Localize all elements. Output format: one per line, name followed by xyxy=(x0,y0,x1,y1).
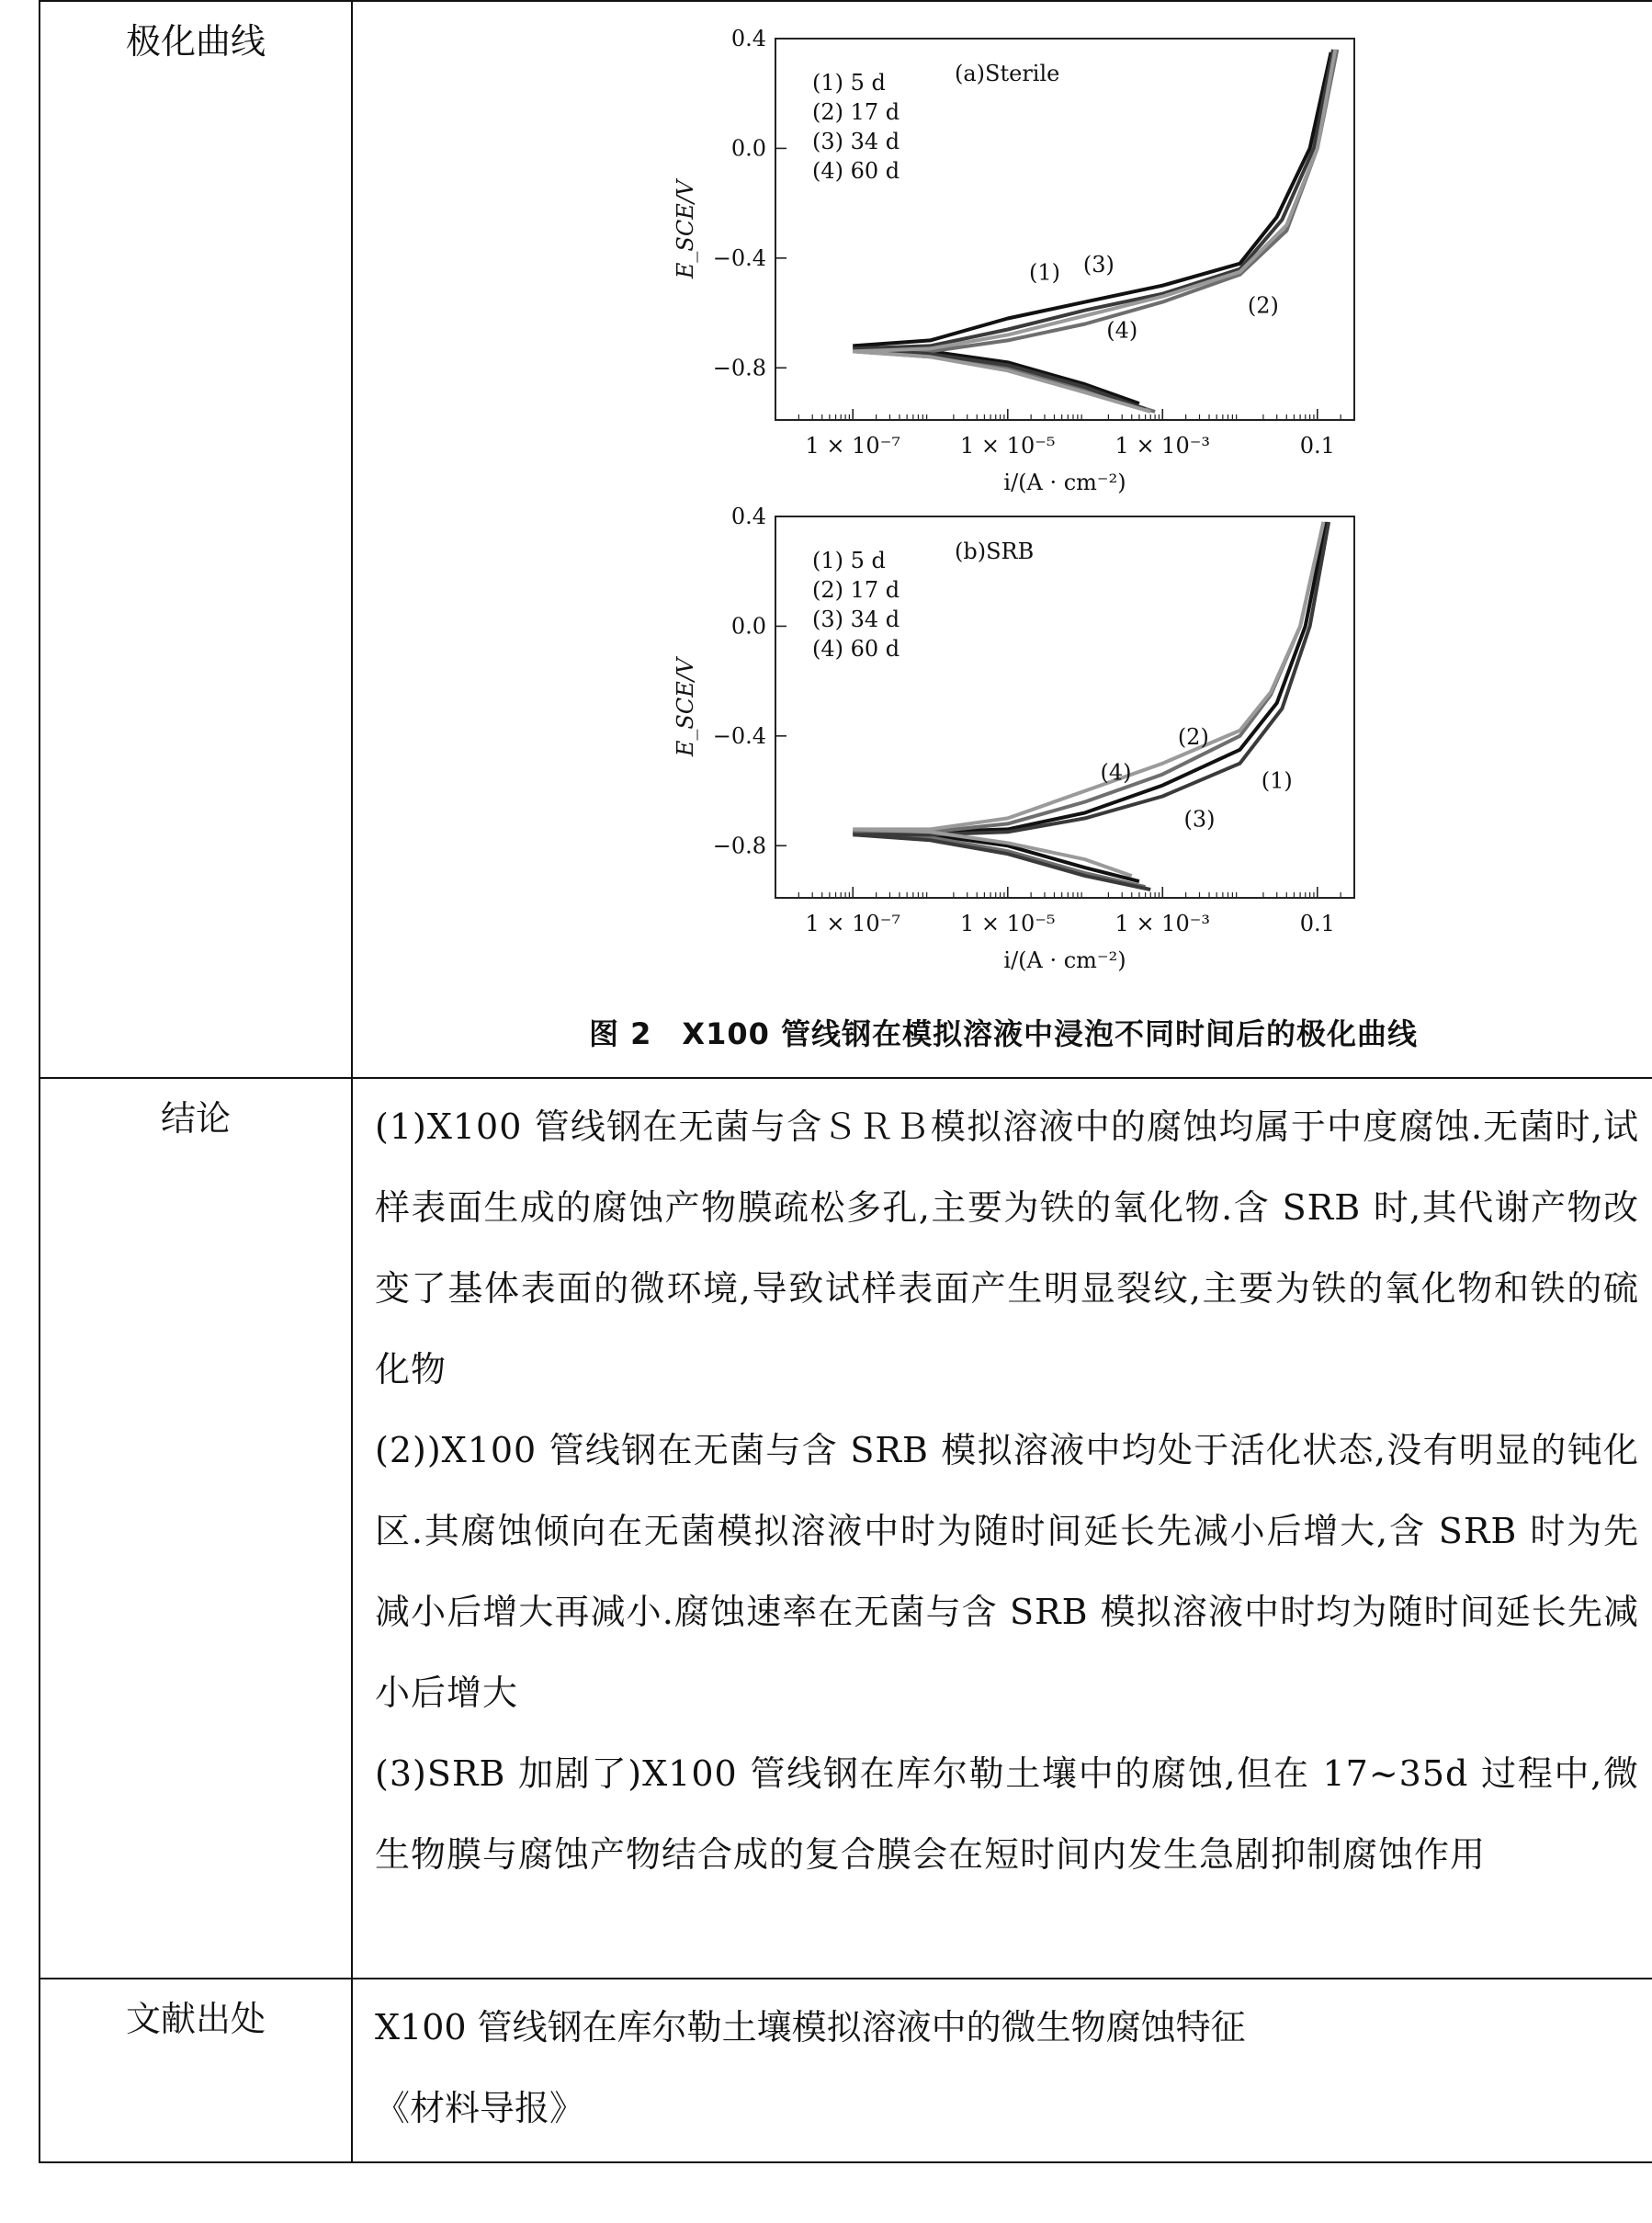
curve-annotation: (2) xyxy=(1247,292,1279,319)
y-tick-label: 0.0 xyxy=(730,135,766,162)
curve-annotation: (3) xyxy=(1183,806,1216,833)
figure-cell xyxy=(352,1,1652,1078)
panel-label: (a)Sterile xyxy=(955,61,1060,86)
source-title: X100 管线钢在库尔勒土壤模拟溶液中的微生物腐蚀特征 xyxy=(375,2007,1246,2047)
series-cathodic-3 xyxy=(853,348,1145,409)
curve-annotation: (3) xyxy=(1082,251,1115,278)
legend-entry: (4) 60 d xyxy=(812,158,900,184)
conclusion-point-1: (1)X100 管线钢在无菌与含ＳＲＢ模拟溶液中的腐蚀均属于中度腐蚀.无菌时,试样表面生成的腐蚀产物膜疏松多孔,主要为铁的氧化物.含 SRB 时,其代谢产物改变了基体表面的微环境,导致试样表面产生明显裂纹,主要为铁的氧化物和铁的硫化物 xyxy=(375,1106,1639,1389)
legend-entry: (1) 5 d xyxy=(812,70,886,96)
x-axis-label: i/(A · cm⁻²) xyxy=(1003,470,1126,495)
y-tick-label: −0.8 xyxy=(712,355,766,381)
source-cell xyxy=(352,1979,1652,2162)
row-polarization-curve xyxy=(40,1,1652,1078)
label-cell xyxy=(40,1979,352,2162)
label-cell xyxy=(40,1078,352,1979)
panel-label: (b)SRB xyxy=(955,539,1035,564)
series-anodic-2 xyxy=(853,522,1323,832)
label-cell xyxy=(40,1,352,1078)
y-axis-label: E_SCE/V xyxy=(673,179,698,279)
y-tick-label: −0.8 xyxy=(712,833,766,859)
figure-caption: 图 2 X100 管线钢在模拟溶液中浸泡不同时间后的极化曲线 xyxy=(588,1016,1419,1051)
y-tick-label: 0.4 xyxy=(730,26,766,51)
row-label-curve: 极化曲线 xyxy=(125,21,266,62)
curve-annotation: (1) xyxy=(1261,767,1293,794)
legend-entry: (3) 34 d xyxy=(812,607,900,632)
figure xyxy=(353,2,1652,1077)
y-tick-label: −0.4 xyxy=(712,722,766,749)
conclusion-text xyxy=(353,1079,1652,1895)
legend-entry: (2) 17 d xyxy=(812,577,900,603)
curve-annotation: (4) xyxy=(1100,759,1132,786)
y-tick-label: 0.4 xyxy=(730,504,766,529)
chart-panel-sterile xyxy=(673,26,1354,495)
row-conclusion xyxy=(40,1078,1652,1979)
conclusion-point-3: (3)SRB 加剧了)X100 管线钢在库尔勒土壤中的腐蚀,但在 17~35d 过程中,微生物膜与腐蚀产物结合成的复合膜会在短时间内发生急剧抑制腐蚀作用 xyxy=(375,1753,1639,1875)
x-tick-label: 1 × 10⁻⁷ xyxy=(805,911,900,936)
x-tick-label: 1 × 10⁻⁵ xyxy=(960,911,1056,936)
curve-annotation: (1) xyxy=(1028,259,1060,286)
x-tick-label: 1 × 10⁻⁷ xyxy=(805,433,900,459)
legend-entry: (2) 17 d xyxy=(812,99,900,125)
x-tick-label: 1 × 10⁻³ xyxy=(1115,433,1211,459)
row-label-conclusion: 结论 xyxy=(160,1098,231,1139)
x-tick-label: 1 × 10⁻³ xyxy=(1115,911,1211,936)
series-anodic-4 xyxy=(853,522,1323,829)
chart-panel-srb xyxy=(673,504,1354,973)
y-tick-label: 0.0 xyxy=(730,613,766,640)
y-axis-label: E_SCE/V xyxy=(673,657,698,757)
series-anodic-1 xyxy=(853,522,1326,832)
row-source xyxy=(40,1979,1652,2162)
x-tick-label: 0.1 xyxy=(1299,911,1335,936)
curve-annotation: (4) xyxy=(1106,317,1138,344)
plot-frame xyxy=(775,516,1354,898)
conclusion-point-2: (2))X100 管线钢在无菌与含 SRB 模拟溶液中均处于活化状态,没有明显的钝化区.其腐蚀倾向在无菌模拟溶液中时为随时间延长先减小后增大,含 SRB 时为先减小后增大再减小.腐蚀速率在无菌与含 SRB 模拟溶液中时均为随时间延长先减小后增大 xyxy=(375,1430,1639,1713)
y-tick-label: −0.4 xyxy=(712,244,766,271)
source-text xyxy=(353,1979,1652,2149)
x-tick-label: 0.1 xyxy=(1299,433,1335,459)
info-table xyxy=(39,0,1652,2163)
row-label-source: 文献出处 xyxy=(125,1999,266,2039)
polarization-figure xyxy=(353,2,1652,1004)
source-journal: 《材料导报》 xyxy=(375,2088,585,2128)
legend-entry: (1) 5 d xyxy=(812,548,886,573)
x-axis-label: i/(A · cm⁻²) xyxy=(1003,947,1126,973)
curve-annotation: (2) xyxy=(1177,723,1209,750)
conclusion-cell xyxy=(352,1078,1652,1979)
legend-entry: (4) 60 d xyxy=(812,636,900,662)
legend-entry: (3) 34 d xyxy=(812,129,900,154)
x-tick-label: 1 × 10⁻⁵ xyxy=(960,433,1056,459)
